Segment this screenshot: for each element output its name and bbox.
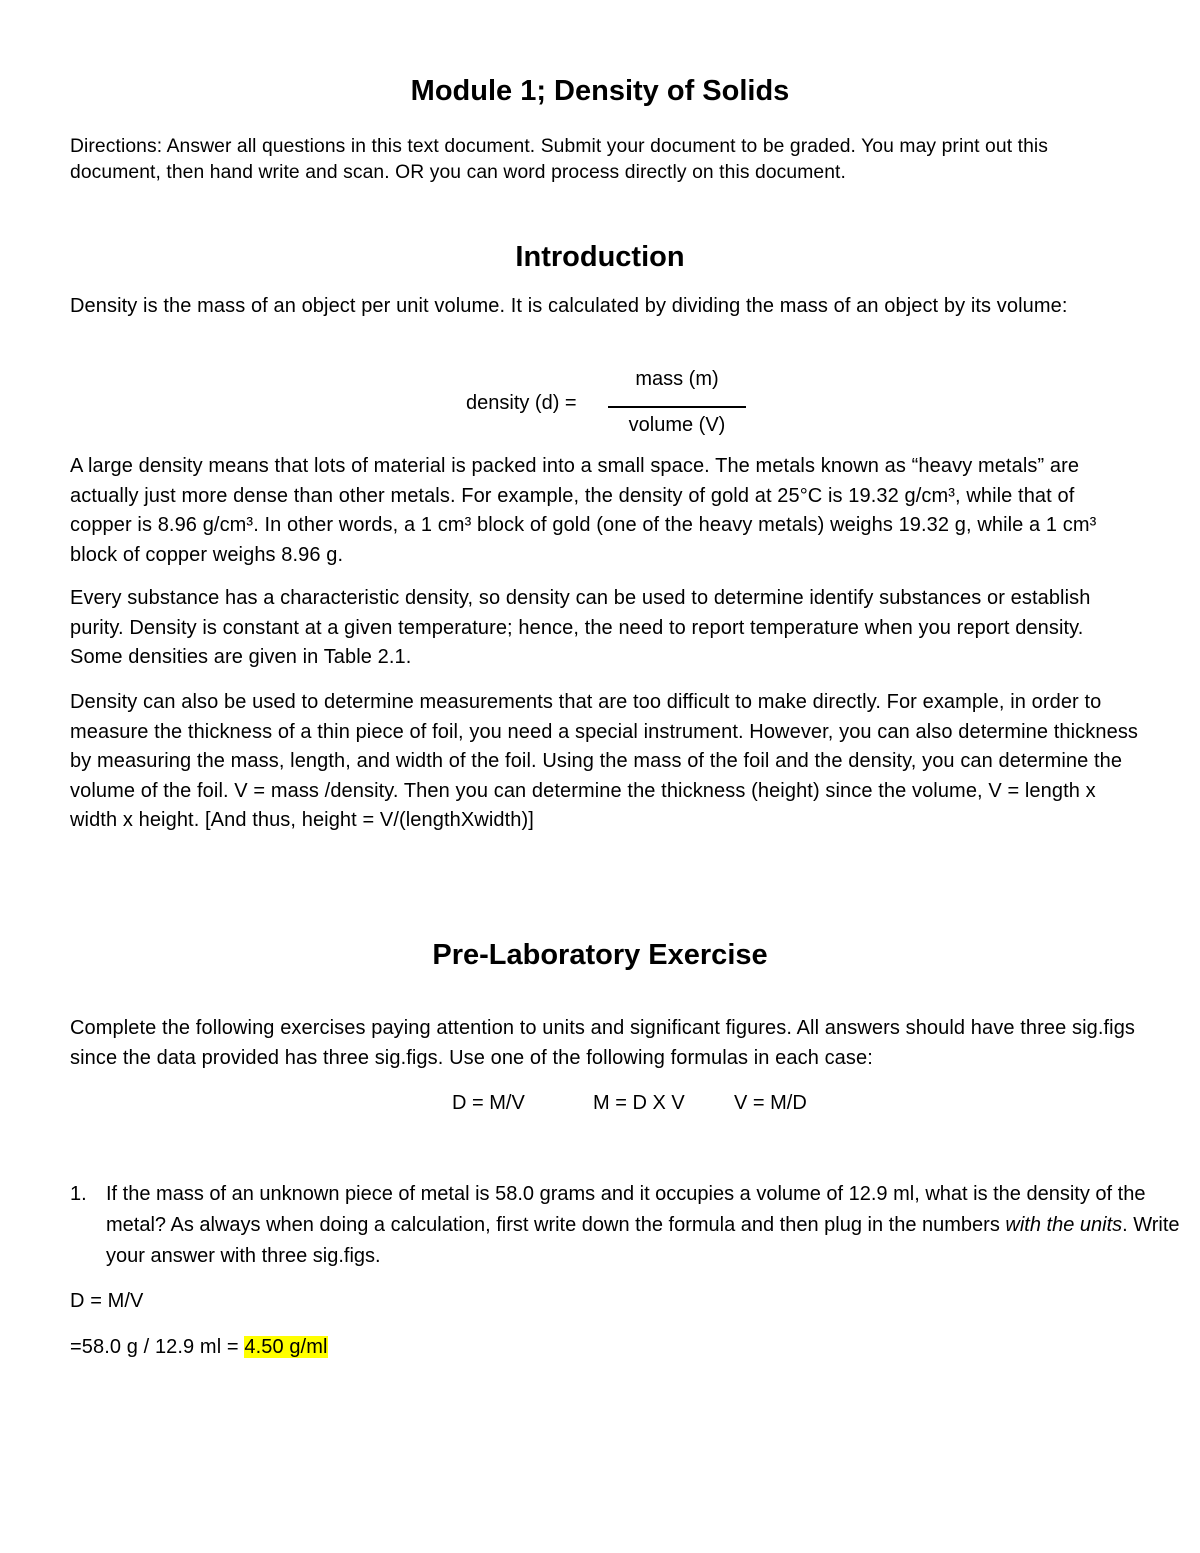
directions-text: Directions: Answer all questions in this text document. Submit your document to be graded. You may print out this document, then hand write and scan. OR you can word process directly on this document. <box>70 136 1049 183</box>
answer-formula: D = M/V <box>70 1290 144 1312</box>
question-1-text-after: . Write your answer with three sig.figs. <box>106 1214 1180 1267</box>
answer-calculation: =58.0 g / 12.9 ml = <box>70 1336 245 1358</box>
formula-volume: V = M/D <box>734 1092 807 1114</box>
answer-line <box>70 1333 670 1363</box>
intro-paragraph-4: Density can also be used to determine measurements that are too difficult to make directly. For example, in order to measure the thickness of a thin piece of foil, you need a special instrument. However, you can also determine thickness by measuring the mass, length, and width of the foil. Using the mass of the foil and the density, you can determine the volume of the foil. V = mass /density. Then you can determine the thickness (height) since the volume, V = length x width x height. [And thus, height = V/(lengthXwidth)] <box>70 691 1139 831</box>
question-1-text-italic: with the units <box>1005 1214 1123 1236</box>
prelab-heading: Pre-Laboratory Exercise <box>432 939 768 971</box>
intro-heading: Introduction <box>515 241 685 273</box>
formula-numerator: mass (m) <box>635 368 719 390</box>
question-1-text-before: If the mass of an unknown piece of metal is 58.0 grams and it occupies a volume of 12.9 ml, what is the density of the metal? As always when doing a calculation, first write down the formula and then plug in the numbers <box>106 1183 1146 1236</box>
prelab-paragraph: Complete the following exercises paying attention to units and significant figures. All answers should have three sig.figs since the data provided has three sig.figs. Use one of the following formulas in each case: <box>70 1017 1136 1069</box>
intro-paragraph-1: Density is the mass of an object per unit volume. It is calculated by dividing the mass of an object by its volume: <box>70 295 1068 317</box>
intro-paragraph-3: Every substance has a characteristic density, so density can be used to determine identify substances or establish purity. Density is constant at a given temperature; hence, the need to report temperature when you report density. Some densities are given in Table 2.1. <box>70 587 1091 668</box>
formula-mass: M = D X V <box>593 1092 685 1114</box>
formula-lhs: density (d) = <box>466 392 577 414</box>
density-formula <box>466 366 866 442</box>
formula-list <box>70 1088 1130 1118</box>
question-1-text <box>106 1179 1186 1272</box>
page-title: Module 1; Density of Solids <box>410 75 790 107</box>
fraction-bar <box>608 406 746 408</box>
answer-value-highlight[interactable]: 4.50 g/ml <box>244 1336 328 1358</box>
formula-denominator: volume (V) <box>628 414 726 436</box>
question-1-number: 1. <box>70 1183 87 1205</box>
formula-density: D = M/V <box>452 1092 525 1114</box>
intro-paragraph-2: A large density means that lots of material is packed into a small space. The metals known as “heavy metals” are actually just more dense than other metals. For example, the density of gold at 25°C is 19.32 g/cm³, while that of copper is 8.96 g/cm³. In other words, a 1 cm³ block of gold (one of the heavy metals) weighs 19.32 g, while a 1 cm³ block of copper weighs 8.96 g. <box>70 455 1097 566</box>
